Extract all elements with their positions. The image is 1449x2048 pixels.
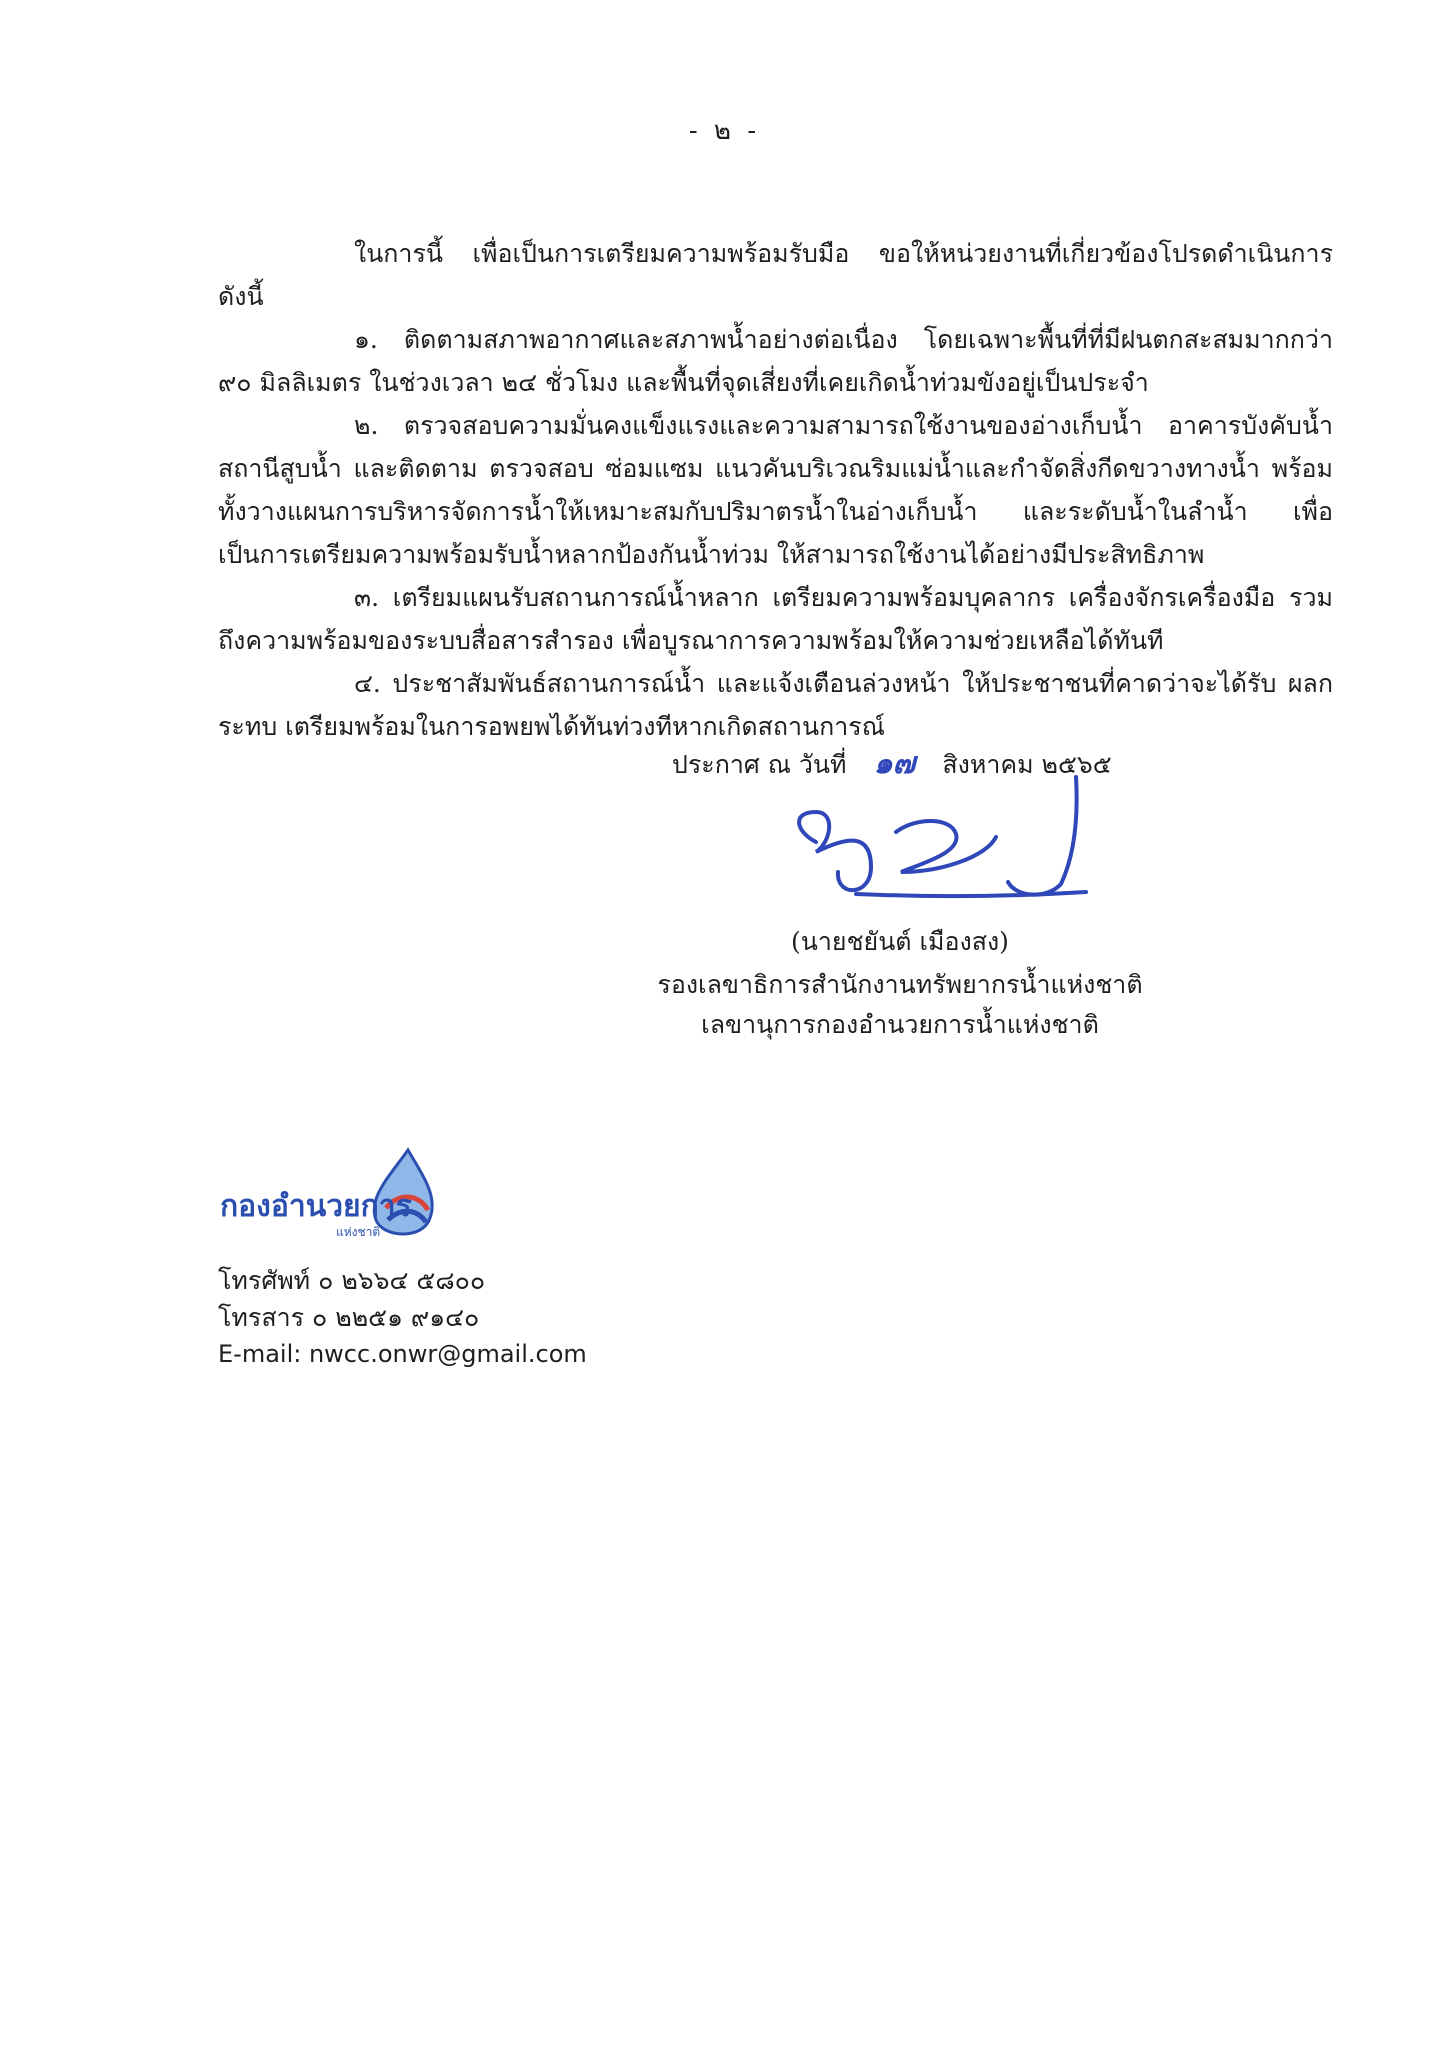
list-item-2: ๒. ตรวจสอบความมั่นคงแข็งแรงและความสามารถใช้งานของอ่างเก็บน้ำ อาคารบังคับน้ำ สถานีสูบน้ำ และติดตาม ตรวจสอบ ซ่อมแซม แนวคันบริเวณริมแม่น้ำและกำจัดสิ่งกีดขวางทางน้ำ พร้อมทั้งวางแผนการบริหารจัดการน้ำให้เหมาะสมกับปริมาตรน้ำในอ่างเก็บน้ำ และระดับน้ำในลำน้ำ เพื่อเป็นการเตรียมความพร้อมรับน้ำหลากป้องกันน้ำท่วม ให้สามารถใช้งานได้อย่างมีประสิทธิภาพ [218, 411, 1333, 569]
contact-phone: โทรศัพท์ ๐ ๒๖๖๔ ๕๘๐๐ [218, 1266, 486, 1295]
signer-title-primary: รองเลขาธิการสำนักงานทรัพยากรน้ำแห่งชาติ [657, 970, 1143, 999]
signature-image [776, 772, 1096, 922]
list-item-1: ๑. ติดตามสภาพอากาศและสภาพน้ำอย่างต่อเนื่อง โดยเฉพาะพื้นที่ที่มีฝนตกสะสมมากกว่า ๙๐ มิลลิเมตร ในช่วงเวลา ๒๔ ชั่วโมง และพื้นที่จุดเสี่ยงที่เคยเกิดน้ำท่วมขังอยู่เป็นประจำ [218, 325, 1333, 397]
intro-paragraph: ในการนี้ เพื่อเป็นการเตรียมความพร้อมรับมือ ขอให้หน่วยงานที่เกี่ยวข้องโปรดดำเนินการ ดังนี้ [218, 239, 1333, 311]
contact-block [218, 1262, 587, 1373]
nwcc-logo [218, 1138, 466, 1248]
body-text [218, 232, 1333, 748]
logo-wordmark: กองอำนวยการ [220, 1189, 412, 1224]
contact-email: E-mail: nwcc.onwr@gmail.com [218, 1340, 587, 1368]
date-prefix: ประกาศ ณ วันที่ [672, 750, 847, 779]
signer-title-secondary: เลขานุการกองอำนวยการน้ำแห่งชาติ [701, 1010, 1099, 1039]
contact-fax: โทรสาร ๐ ๒๒๕๑ ๙๑๔๐ [218, 1303, 480, 1332]
handwritten-day: ๑๗ [873, 746, 916, 781]
logo-subtext: แห่งชาติ [336, 1225, 381, 1239]
signer-name: (นายชยันต์ เมืองสง) [791, 927, 1009, 956]
list-item-3: ๓. เตรียมแผนรับสถานการณ์น้ำหลาก เตรียมความพร้อมบุคลากร เครื่องจักรเครื่องมือ รวมถึงความพร้อมของระบบสื่อสารสำรอง เพื่อบูรณาการความพร้อมให้ความช่วยเหลือได้ทันที [218, 583, 1333, 655]
page-number: - ๒ - [688, 116, 761, 146]
date-suffix: สิงหาคม ๒๕๖๕ [942, 750, 1112, 779]
list-item-4: ๔. ประชาสัมพันธ์สถานการณ์น้ำ และแจ้งเตือนล่วงหน้า ให้ประชาชนที่คาดว่าจะได้รับ ผลกระทบ เตรียมพร้อมในการอพยพได้ทันท่วงทีหากเกิดสถานการณ์ [218, 669, 1333, 741]
